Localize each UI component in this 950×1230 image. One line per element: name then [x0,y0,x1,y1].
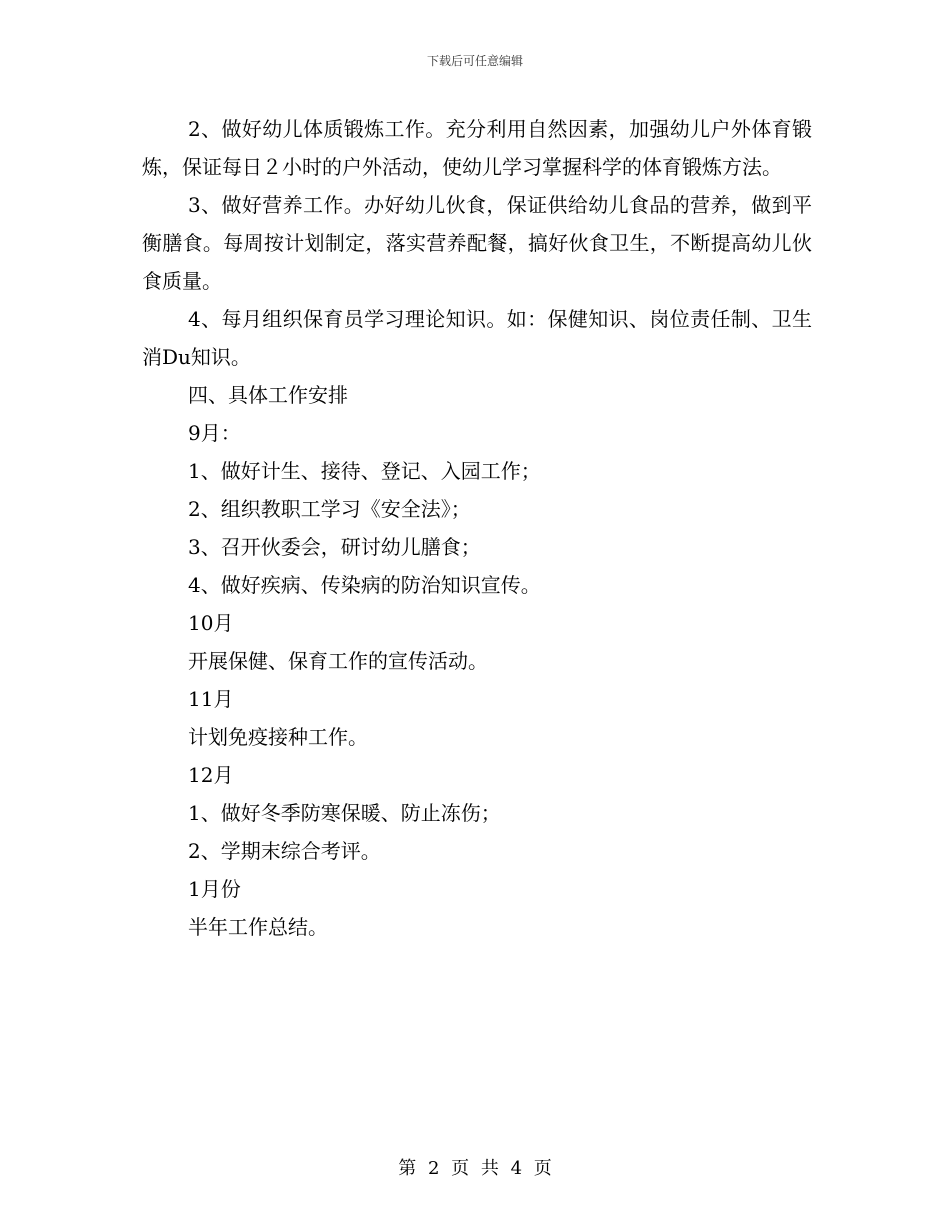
list-item: 2、组织教职工学习《安全法》； [188,497,471,521]
month-heading-october: 10月 [188,611,234,635]
list-item: 半年工作总结。 [188,915,328,939]
list-item: 4、做好疾病、传染病的防治知识宣传。 [188,573,541,597]
list-item: 2、学期末综合考评。 [188,839,381,863]
paragraph-physical-exercise: 2、做好幼儿体质锻炼工作。充分利用自然因素，加强幼儿户外体育锻炼，保证每日２小时的户外活动，使幼儿学习掌握科学的体育锻炼方法。 [142,117,812,179]
list-item: 1、做好计生、接待、登记、入园工作； [188,459,541,483]
document-body [142,110,812,946]
paragraph-nutrition: 3、做好营养工作。办好幼儿伙食，保证供给幼儿食品的营养，做到平衡膳食。每周按计划制定，落实营养配餐，搞好伙食卫生，不断提高幼儿伙食质量。 [142,193,812,293]
list-item: 1、做好冬季防寒保暖、防止冻伤； [188,801,501,825]
list-item: 3、召开伙委会，研讨幼儿膳食； [188,535,481,559]
month-heading-september: 9月： [188,421,241,445]
month-heading-november: 11月 [188,687,234,711]
month-heading-december: 12月 [188,763,234,787]
list-item: 计划免疫接种工作。 [188,725,368,749]
month-heading-january: 1月份 [188,877,241,901]
page-header: 下载后可任意编辑 [426,54,523,68]
paragraph-staff-training: 4、每月组织保育员学习理论知识。如：保健知识、岗位责任制、卫生消Du知识。 [142,307,812,369]
page-number: 第 2 页 共 4 页 [398,1158,552,1179]
list-item: 开展保健、保育工作的宣传活动。 [188,649,488,673]
section-heading: 四、具体工作安排 [188,383,348,407]
